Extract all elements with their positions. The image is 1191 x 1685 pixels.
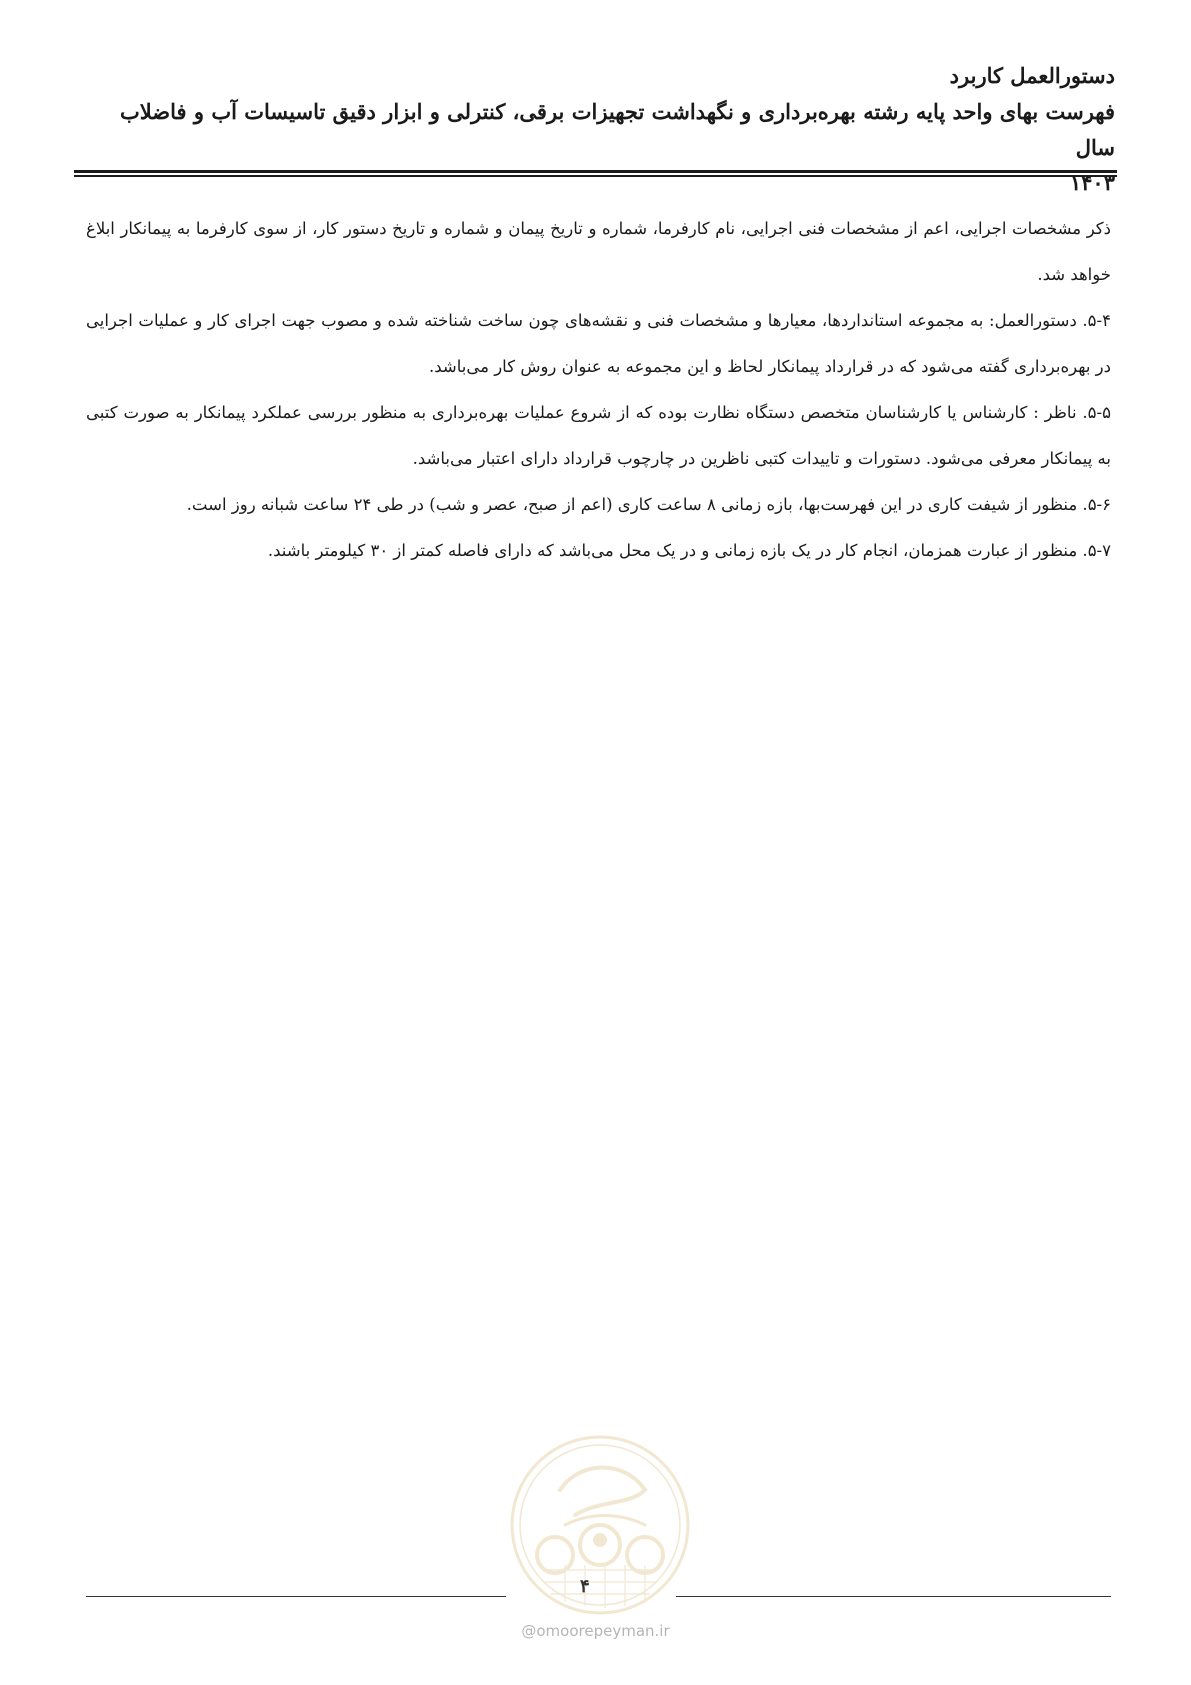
paragraph-line: ۵-۵. ناظر : کارشناس یا کارشناسان متخصص دستگاه نظارت بوده که از شروع عملیات بهره‌برداری به منظور بررسی عملکرد پیمانکار به [175,403,1111,422]
footer-rule-right [676,1596,1111,1597]
omoore-peyman-logo-icon [505,1430,695,1620]
paragraph-line: ۵-۶. منظور از شیفت کاری در این فهرست‌بها، بازه زمانی ۸ ساعت کاری (اعم از صبح، عصر و شب) در طی ۲۴ ساعت شبانه روز است. [186,495,1111,514]
paragraph-line: عملیات اجرایی در بهره‌برداری گفته می‌شود که در قرارداد پیمانکار لحاظ و این مجموعه به عنوان روش کار می‌باشد. [86,311,1111,376]
paragraph-line: ذکر مشخصات اجرایی، اعم از مشخصات فنی اجرایی، نام کارفرما، شماره و تاریخ پیمان و شماره و تاریخ دستور کار، از سوی کارفرما به [176,219,1112,238]
document-year: ۱۴۰۳ [1069,170,1115,195]
footer-rule-left [86,1596,506,1597]
page-header [74,60,1115,200]
paragraph-intro [86,206,1111,298]
paragraph-line: پیمانکار ابلاغ خواهد شد. [86,219,1111,284]
paragraph-line: صورت کتبی به پیمانکار معرفی می‌شود. دستورات و تاییدات کتبی ناظرین در چارچوب قرارداد دارای اعتبار می‌باشد. [86,403,1111,468]
header-divider [74,170,1117,177]
paragraph-5-4 [86,298,1111,390]
paragraph-5-7 [86,528,1111,574]
document-body [86,206,1111,574]
page-number: ۴ [580,1576,590,1597]
paragraph-line: ۵-۴. دستورالعمل: به مجموعه استانداردها، معیارها و مشخصات فنی و نقشه‌های چون ساخت شناخته شده و مصوب جهت اجرای کار و [194,311,1111,330]
paragraph-line: ۵-۷. منظور از عبارت همزمان، انجام کار در یک بازه زمانی و در یک محل می‌باشد که دارای فاصله کمتر از ۳۰ کیلومتر باشند. [267,541,1111,560]
document-title: فهرست بهای واحد پایه رشته بهره‌برداری و نگهداشت تجهیزات برقی، کنترلی و ابزار دقیق تاسیسات آب و فاضلاب سال [119,99,1115,160]
website-url: @omoorepeyman.ir [521,1622,670,1640]
paragraph-5-5 [86,390,1111,482]
document-type: دستورالعمل کاربرد [949,63,1115,88]
paragraph-5-6 [86,482,1111,528]
